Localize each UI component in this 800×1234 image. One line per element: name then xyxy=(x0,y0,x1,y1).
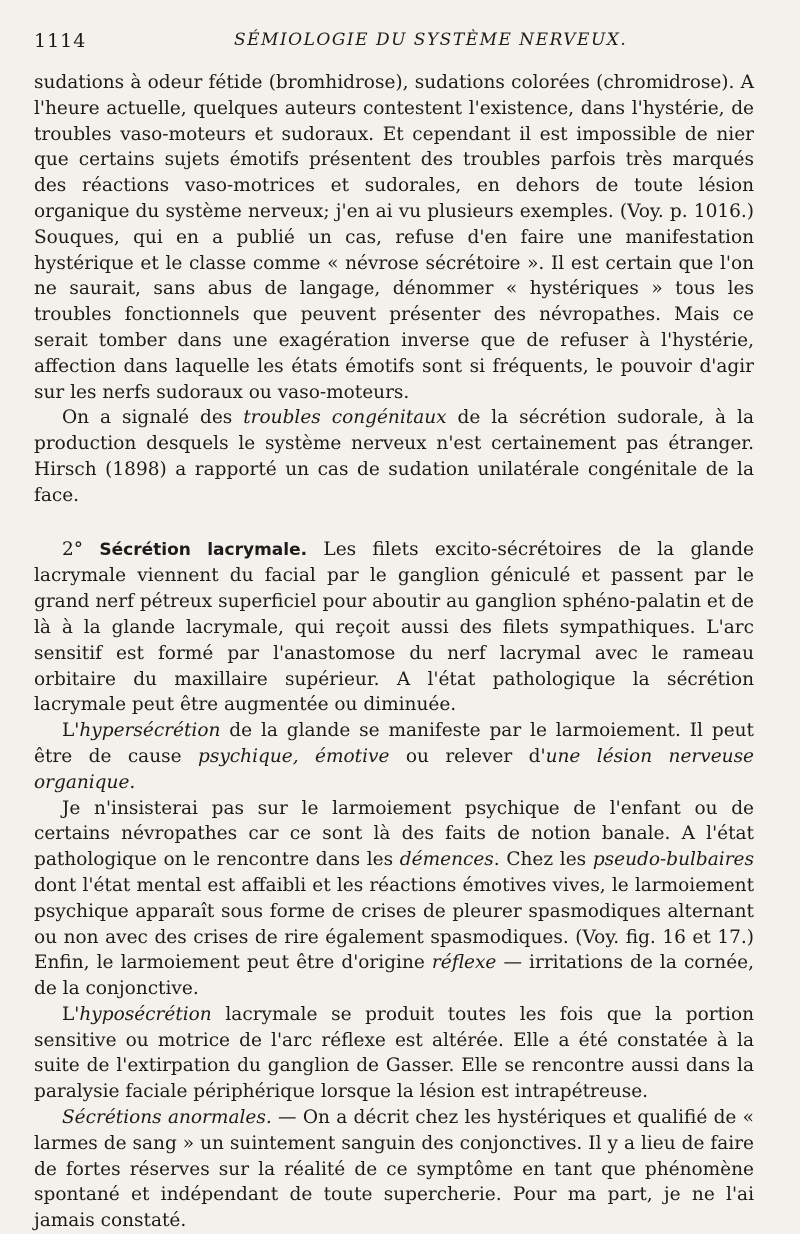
page-number: 1114 xyxy=(34,30,87,52)
emphasis-troubles-congenitaux: troubles congénitaux xyxy=(243,407,447,429)
paragraph-bromhidrose: sudations à odeur fétide (bromhidrose), sudations colorées (chromidrose). A l'heure actuelle, quelques auteurs contestent l'existence, dans l'hystérie, de troubles vaso-moteurs et sudoraux. Et cependant il est impossible de nier que certains sujets émotifs présentent des troubles parfois très marqués des réactions vaso-motrices et sudorales, en dehors de toute lésion organique du système nerveux; j'en ai vu plusieurs exemples. (Voy. p. 1016.) Souques, qui en a publié un cas, refuse d'en faire une manifestation hystérique et le classe comme « névrose sécrétoire ». Il est certain que l'on ne saurait, sans abus de langage, dénommer « hystériques » tous les troubles fonctionnels que peuvent présenter des névropathes. Mais ce serait tomber dans une exagération inverse que de refuser à l'hystérie, affection dans laquelle les états émotifs sont si fréquents, le pouvoir d'agir sur les nerfs sudoraux ou vaso-moteurs. xyxy=(34,72,754,403)
body-text xyxy=(34,70,754,1234)
paragraph-larmoiement: Je n'insisterai pas sur le larmoiement psychique de l'enfant ou de certains névropathes car ce sont là des faits de notion banale. A l'état pathologique on le rencontre dans les démences. Chez les pseudo-bulbaires dont l'état mental est affaibli et les réactions émotives vives, le larmoiement psychique apparaît sous forme de crises de pleurer spasmodiques alternant ou non avec des crises de rire également spasmodiques. (Voy. fig. 16 et 17.) Enfin, le larmoiement peut être d'origine réflexe — irritations de la cornée, de la conjonctive. xyxy=(34,797,754,1000)
section-number: 2° xyxy=(62,538,100,560)
paragraph-hyposecretion: L'hyposécrétion lacrymale se produit toutes les fois que la portion sensitive ou motrice de l'arc réflexe est altérée. Elle a été constatée à la suite de l'extirpation du ganglion de Gasser. Elle se rencontre aussi dans la paralysie faciale périphérique lorsque la lésion est intrapétreuse. xyxy=(34,1003,754,1103)
paragraph-secretion-lacrymale: 2° Sécrétion lacrymale. Les filets excito-sécrétoires de la glande lacrymale viennent du facial par le ganglion géniculé et passent par le grand nerf pétreux superficiel pour aboutir au ganglion sphéno-palatin et de là à la glande lacrymale, qui reçoit aussi des filets sympathiques. L'arc sensitif est formé par l'anastomose du nerf lacrymal avec le rameau orbitaire du maxillaire supérieur. A l'état pathologique la sécrétion lacrymale peut être augmentée ou diminuée. xyxy=(34,538,755,716)
running-title: SÉMIOLOGIE DU SYSTÈME NERVEUX. xyxy=(234,30,628,50)
paragraph-troubles-congenitaux: On a signalé des troubles congénitaux de la sécrétion sudorale, à la production desquels le système nerveux n'est certainement pas étranger. Hirsch (1898) a rapporté un cas de sudation unilatérale congénitale de la face. xyxy=(34,407,754,506)
section-heading: Sécrétion lacrymale. xyxy=(99,539,308,560)
paragraph-secretions-anormales: Sécrétions anormales. — On a décrit chez les hystériques et qualifié de « larmes de sang » un suintement sanguin des conjonctives. Il y a lieu de faire de fortes réserves sur la réalité de ce symptôme en tant que phénomène spontané et indépendant de toute supercherie. Pour ma part, je ne l'ai jamais constaté. xyxy=(34,1107,754,1232)
paragraph-hypersecretion: L'hypersécrétion de la glande se manifeste par le larmoiement. Il peut être de cause psychique, émotive ou relever d'une lésion nerveuse organique. xyxy=(34,720,755,793)
page-header xyxy=(34,28,776,58)
